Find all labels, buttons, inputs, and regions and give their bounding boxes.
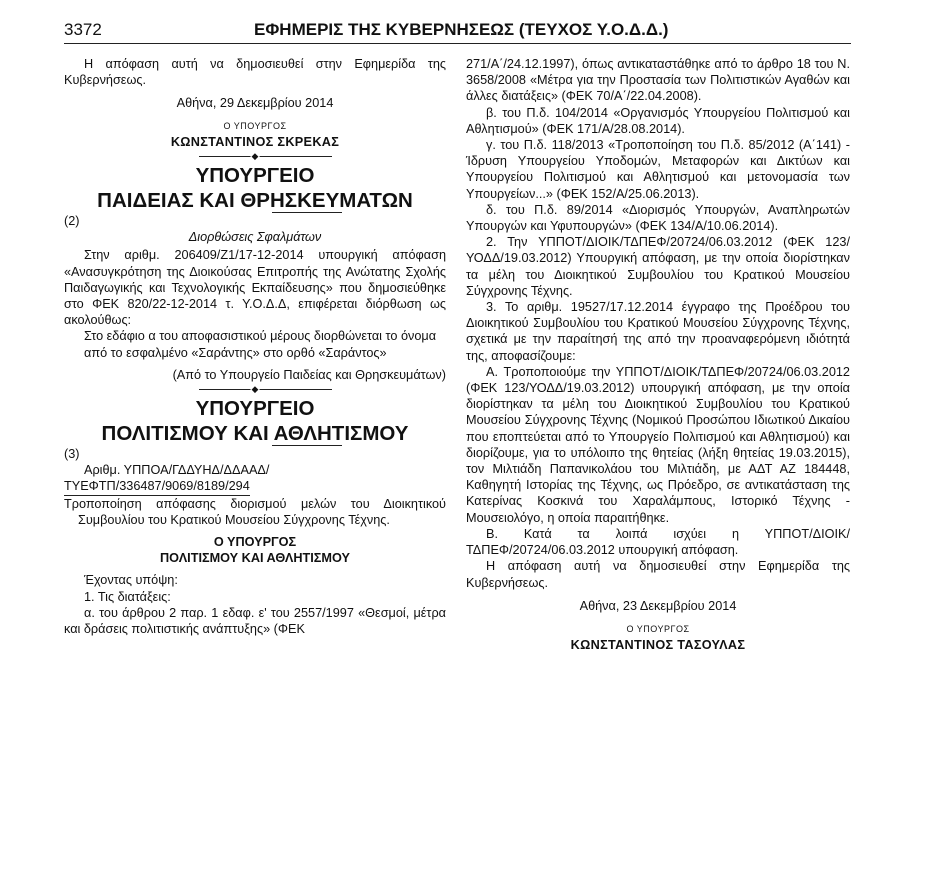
errata-correction: Στο εδάφιο α του αποφασιστικού μέρους διορθώνεται το όνομα: [84, 329, 437, 344]
signer-role: Ο ΥΠΟΥΡΓΟΣ: [626, 623, 690, 634]
date-line: Αθήνα, 29 Δεκεμβρίου 2014: [176, 96, 334, 111]
ministry-title-line2: ΠΑΙΔΕΙΑΣ ΚΑΙ ΘΡΗΣΚΕΥΜΑΤΩΝ: [97, 189, 413, 213]
ministry-underline: [272, 212, 342, 213]
minister-title-line2: ΠΟΛΙΤΙΣΜΟΥ ΚΑΙ ΑΘΛΗΤΙΣΜΟΥ: [160, 551, 350, 566]
errata-replacement: από το εσφαλμένο «Σαράντης» στο ορθό «Σαράντος»: [84, 345, 387, 360]
consideration-3: 3. Το αριθμ. 19527/17.12.2014 έγγραφο της Προέδρου του Διοικητικού Συμβουλίου του Κρατικού Μουσείου Σύγχρονης Τέχνης, σχετικά με την παραίτησή της από την προαναφερόμενη ιδιότητά της, αποφασίζουμε:: [466, 300, 850, 363]
errata-body: Στην αριθμ. 206409/Ζ1/17-12-2014 υπουργική απόφαση «Ανασυγκρότηση της Διοικούσας Επιτροπής της Ανώτατης Σχολής Παιδαγωγικής και Τεχνολογικής Εκπαίδευσης» που δημοσιεύθηκε στο ΦΕΚ 820/22-12-2014 τ. Υ.Ο.Δ.Δ, επιφέρεται διόρθωση ως ακολούθως:: [64, 248, 446, 328]
ministry-title-line1: ΥΠΟΥΡΓΕΙΟ: [195, 164, 315, 188]
gazette-title: ΕΦΗΜΕΡΙΣ ΤΗΣ ΚΥΒΕΡΝΗΣΕΩΣ (ΤΕΥΧΟΣ Υ.Ο.Δ.Δ.): [254, 20, 669, 39]
left-column: [64, 56, 446, 637]
date-line: Αθήνα, 23 Δεκεμβρίου 2014: [579, 598, 737, 613]
errata-source: (Από το Υπουργείο Παιδείας και Θρησκευμάτων): [172, 367, 446, 382]
provision-c: γ. του Π.δ. 118/2013 «Τροποποίηση του Π.δ. 85/2012 (Α΄141) - Ίδρυση Υπουργείου Υποδομών, Μεταφορών και Δικτύων και Υπουργείου Πολιτισμού και Αθλητισμού και μετονομασία των Υπουργείων...» (ΦΕΚ 152/Α/25.06.2013).: [466, 138, 850, 201]
decision-b: Β. Κατά τα λοιπά ισχύει η ΥΠΠΟΤ/ΔΙΟΙΚ/ΤΔΠΕΦ/20724/06.03.2012 υπουργική απόφαση.: [466, 526, 850, 558]
errata-title: Διορθώσεις Σφαλμάτων: [188, 230, 322, 245]
signer-name: ΚΩΝΣΤΑΝΤΙΝΟΣ ΣΚΡΕΚΑΣ: [170, 134, 340, 149]
ministry-underline: [272, 445, 342, 446]
section-divider: ◆: [64, 384, 446, 394]
signer-role: Ο ΥΠΟΥΡΓΟΣ: [223, 120, 287, 131]
having-considered: Έχοντας υπόψη:: [84, 573, 178, 588]
consideration-2: 2. Την ΥΠΠΟΤ/ΔΙΟΙΚ/ΤΔΠΕΦ/20724/06.03.2012 (ΦΕΚ 123/ΥΟΔΔ/19.03.2012) Υπουργική απόφαση, με την οποία διορίστηκαν τα μέλη του Διοικητικού Συμβουλίου του Κρατικού Μουσείου Σύγχρονης Τέχνης.: [466, 235, 850, 298]
provision-a-continued: 271/Α΄/24.12.1997), όπως αντικαταστάθηκε από το άρθρο 18 του Ν. 3658/2008 «Μέτρα για την Προστασία των Πολιτιστικών Αγαθών και άλλες διατάξεις» (ΦΕΚ 70/Α΄/22.04.2008).: [466, 57, 850, 104]
item-number: (2): [64, 214, 80, 229]
provision-b: β. του Π.δ. 104/2014 «Οργανισμός Υπουργείου Πολιτισμού και Αθλητισμού» (ΦΕΚ 171/Α/28.08.2014).: [466, 105, 850, 136]
provision-a: α. του άρθρου 2 παρ. 1 εδαφ. ε' του 2557/1997 «Θεσμοί, μέτρα και δράσεις πολιτιστικής ανάπτυξης» (ΦΕΚ: [64, 605, 446, 637]
minister-title-line1: Ο ΥΠΟΥΡΓΟΣ: [213, 535, 297, 550]
publication-clause: Η απόφαση αυτή να δημοσιευθεί στην Εφημερίδα της Κυβερνήσεως.: [64, 57, 446, 88]
ministry-title-line1: ΥΠΟΥΡΓΕΙΟ: [195, 397, 315, 421]
reference-number-line1: Αριθμ. ΥΠΠΟΑ/ΓΔΔΥΗΔ/ΔΔΑΑΔ/: [84, 463, 270, 478]
reference-number-line2: ΤΥΕΦΤΠ/336487/9069/8189/294: [64, 478, 250, 495]
decision-subject: Τροποποίηση απόφασης διορισμού μελών του Διοικητικού Συμβουλίου του Κρατικού Μουσείου Σύγχρονης Τέχνης.: [64, 496, 446, 527]
right-column: [466, 56, 850, 653]
provisions-heading: 1. Τις διατάξεις:: [84, 589, 171, 604]
section-divider: ◆: [64, 151, 446, 161]
decision-a: Α. Τροποποιούμε την ΥΠΠΟΤ/ΔΙΟΙΚ/ΤΔΠΕΦ/20724/06.03.2012 (ΦΕΚ 123/ΥΟΔΔ/19.03.2012) υπουργική απόφαση, με την οποία διορίστηκαν τα μέλη του Διοικητικού Συμβουλίου του Κρατικού Μουσείου Σύγχρονης Τέχνης (Νομικού Προσώπου Ιδιωτικού Δικαίου που εποπτεύεται από το Υπουργείο Πολιτισμού και Αθλητισμού) και διορίζουμε, για το υπόλοιπο της θητείας (λήξη θητείας 19.03.2015), τον Μιλτιάδη Παπανικολάου του Μιλτιάδη, με ΑΔΤ ΑΖ 184448, Καθηγητή Ιστορίας της Τέχνης, ως Πρόεδρο, σε αντικατάσταση της Κατερίνας Κοσκινά του Χαραλάμπους, Ιστορικό Τέχνης - Μουσειολόγο, η οποία παραιτήθηκε.: [466, 364, 850, 525]
signer-name: ΚΩΝΣΤΑΝΤΙΝΟΣ ΤΑΣΟΥΛΑΣ: [570, 638, 746, 653]
item-number: (3): [64, 447, 80, 462]
page-header: [64, 14, 851, 44]
ministry-title-line2: ΠΟΛΙΤΙΣΜΟΥ ΚΑΙ ΑΘΛΗΤΙΣΜΟΥ: [101, 422, 409, 446]
header-rule: [64, 43, 851, 44]
publication-clause: Η απόφαση αυτή να δημοσιευθεί στην Εφημερίδα της Κυβερνήσεως.: [466, 559, 850, 590]
provision-d: δ. του Π.δ. 89/2014 «Διορισμός Υπουργών, Αναπληρωτών Υπουργών και Υφυπουργών» (ΦΕΚ 134/Α/10.06.2014).: [466, 202, 850, 234]
page-number: 3372: [64, 20, 102, 39]
